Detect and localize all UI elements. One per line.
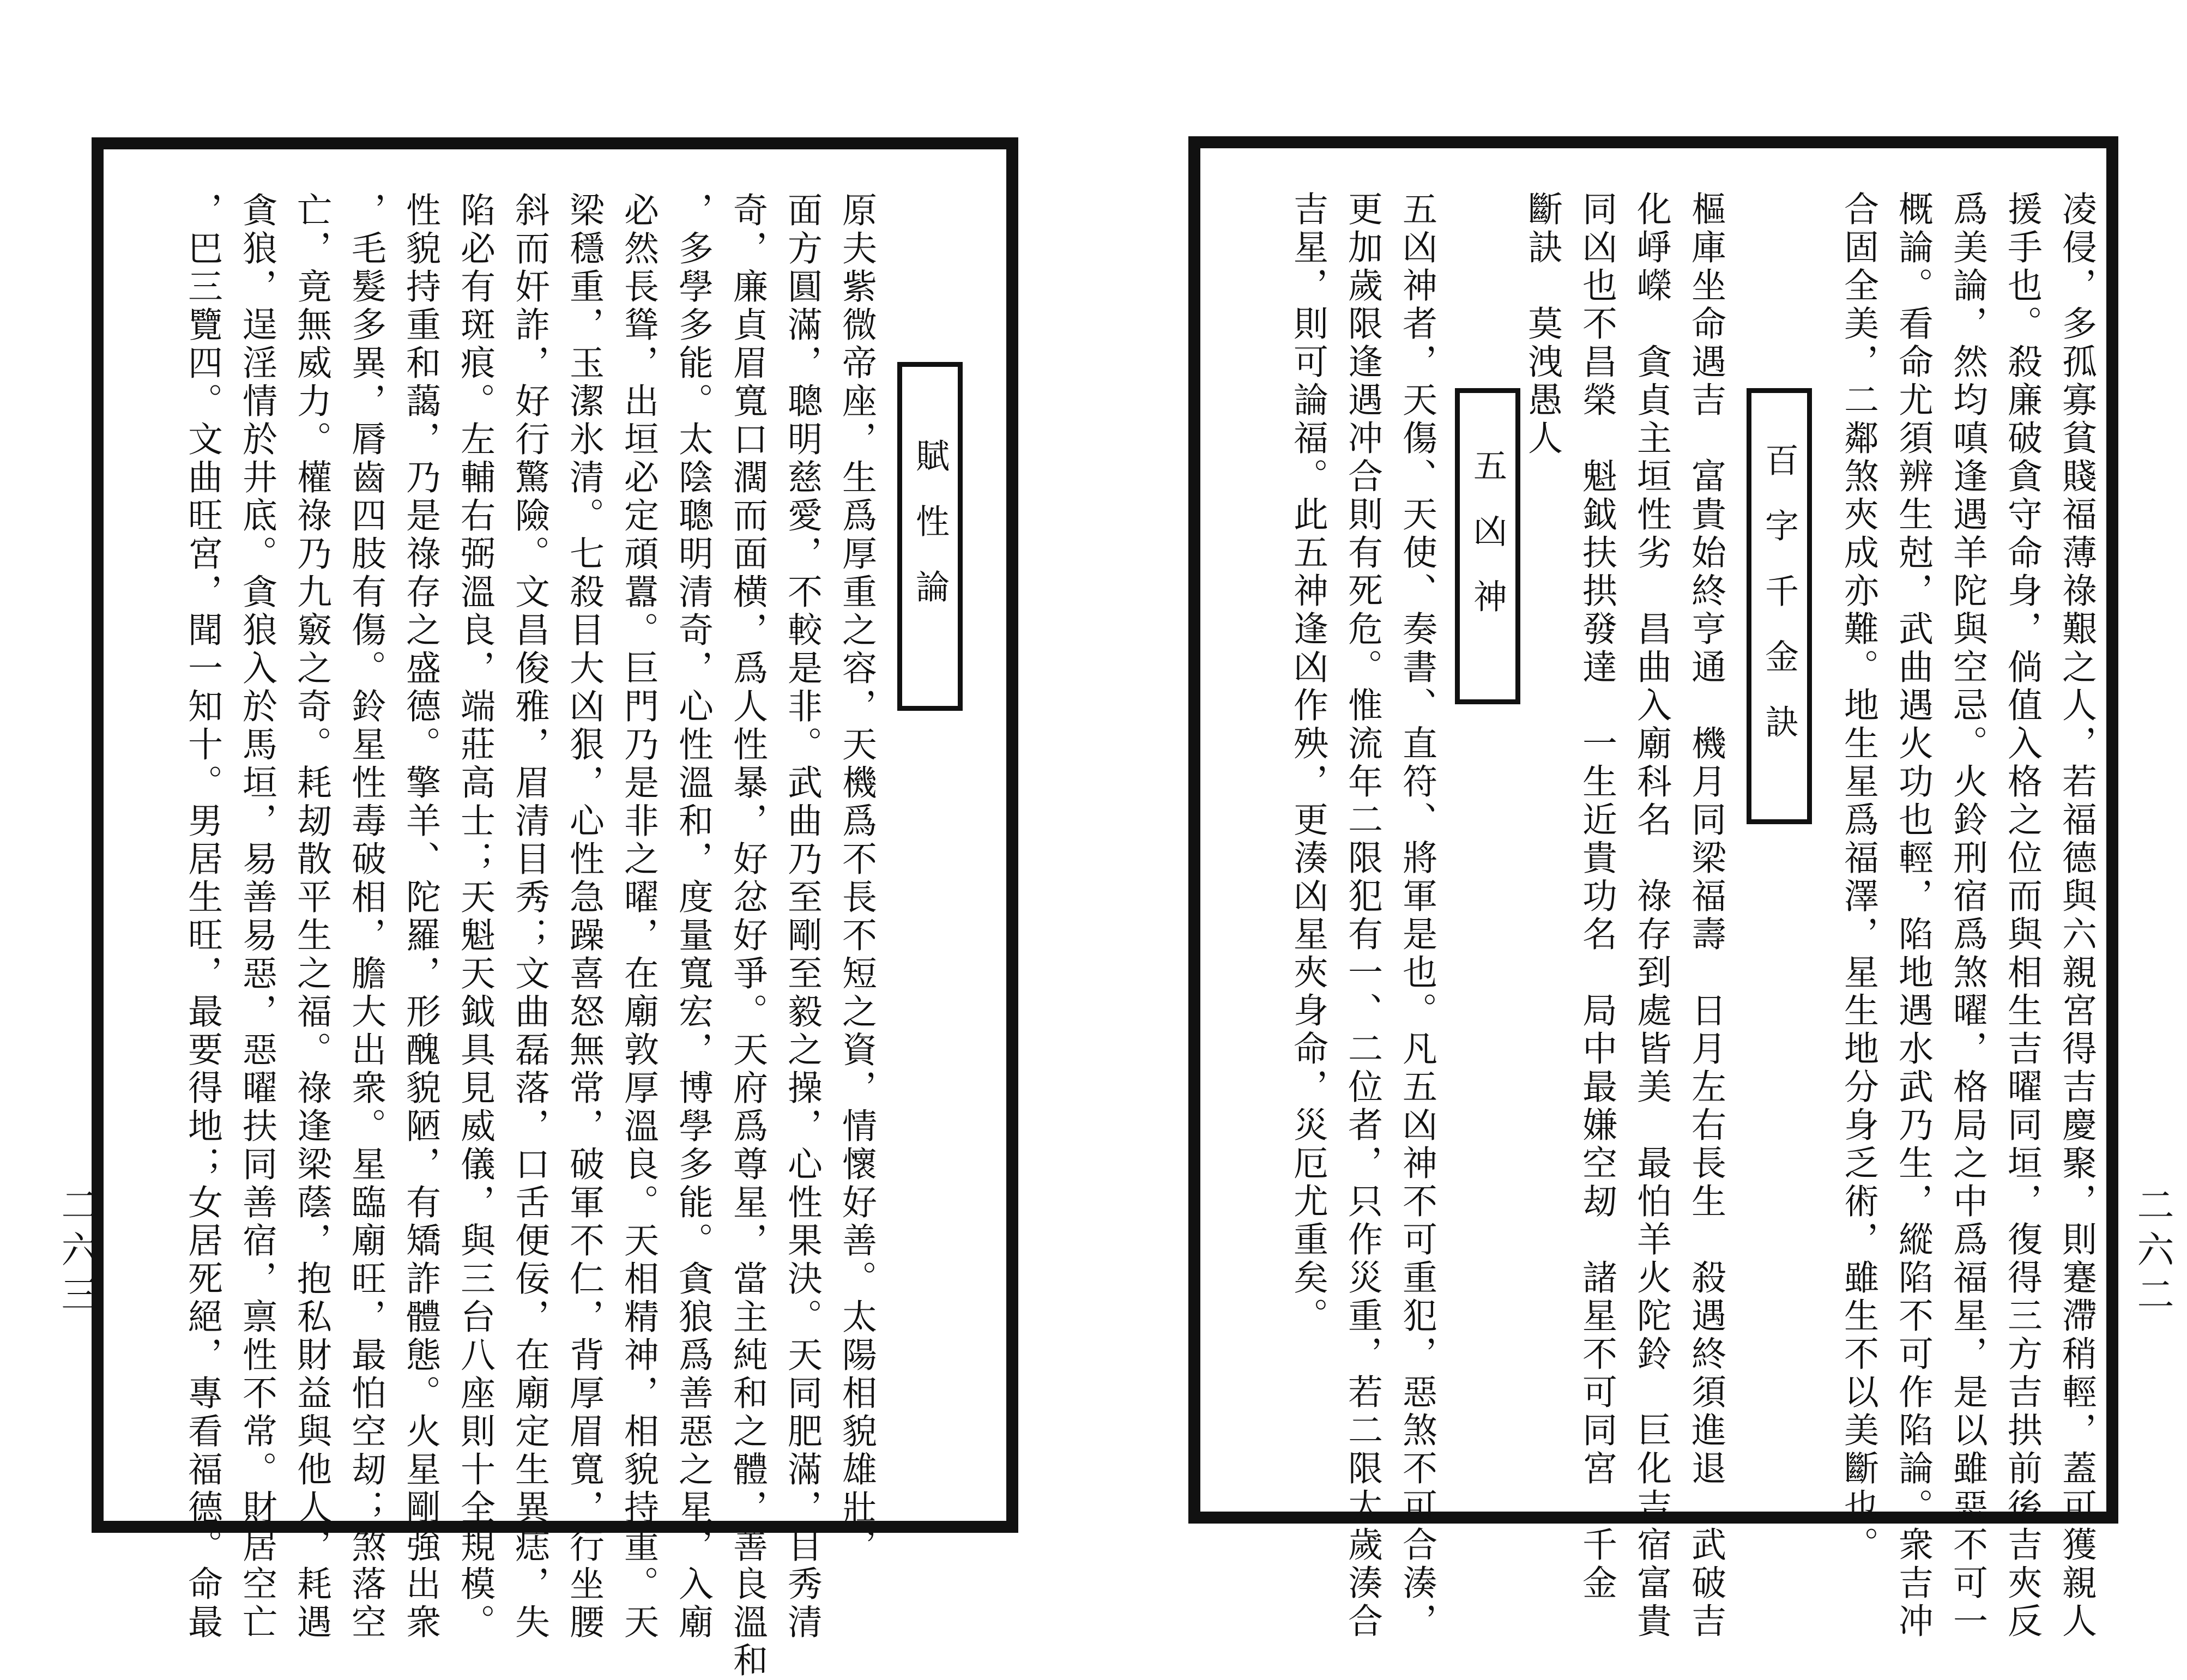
text-column: 援手也。殺廉破貪守命身，倘值入格之位而與相生吉曜同垣，復得三方吉拱前後吉夾反 [2002, 191, 2042, 1641]
text-column: 陷必有斑痕。左輔右弼溫良，端莊高士；天魁天鉞具見威儀，與三台八座則十全規模。 [455, 192, 495, 1642]
text-column: ，巴三覽四。文曲旺宮，聞一知十。男居生旺，最要得地；女居死絕，專看福德。命最 [182, 192, 222, 1642]
text-column: 爲美論，然均嗔逢遇羊陀與空忌。火鈴刑宿爲煞曜，格局之中爲福星，是以雖惡不可一 [1947, 191, 1987, 1641]
text-column: 合固全美，二鄰煞夾成亦難。地生星爲福澤，星生地分身乏術，雖生不以美斷也。 [1838, 191, 1878, 1564]
text-column: 凌侵，多孤寡貧賤福薄祿艱之人，若福德與六親宮得吉慶聚，則蹇滯稍輕，蓋可獲親人 [2056, 191, 2097, 1641]
text-column: 斜而奸詐，好行驚險。文昌俊雅，眉清目秀；文曲磊落，口舌便佞，在廟定生異痣，失 [509, 192, 549, 1642]
left-page [92, 137, 1018, 1680]
text-column: 原夫紫微帝座，生爲厚重之容，天機爲不長不短之資，情懷好善。太陽相貌雄壯， [836, 192, 877, 1566]
text-column: 亡，竟無威力。權祿乃九竅之奇。耗刼散平生之福。祿逢梁蔭，抱私財益與他人，耗遇 [291, 192, 331, 1642]
text-column: 奇，廉貞眉寬口濶而面横，爲人性暴，好忿好爭。天府爲尊星，當主純和之體，善良溫和 [727, 192, 768, 1680]
section-title-fu-xing-lun: 賦性論 [897, 362, 963, 711]
text-column: 概論。看命尤須辨生尅，武曲遇火功也輕，陷地遇水武乃生，縱陷不可作陷論。衆吉冲 [1893, 191, 1933, 1641]
text-column: ，毛髮多異，脣齒四肢有傷。鈴星性毒破相，膽大出衆。星臨廟旺，最怕空刼；煞落空 [346, 192, 386, 1642]
text-column: 必然長聳，出垣必定頑囂。巨門乃是非之曜，在廟敦厚溫良。天相精神，相貌持重。天 [618, 192, 658, 1642]
page-number-left: 二六三 [55, 1186, 98, 1320]
text-column: 五凶神者，天傷、天使、奏書、直符、將軍是也。凡五凶神不可重犯，惡煞不可合湊， [1397, 191, 1437, 1641]
page-number-right: 二六二 [2131, 1186, 2174, 1320]
text-column: 樞庫坐命遇吉 富貴始終亨通 機月同梁福壽 日月左右長生 殺遇終須進退 武破吉 [1685, 191, 1726, 1641]
text-column: 面方圓滿，聰明慈愛，不較是非。武曲乃至剛至毅之操，心性果決。天同肥滿，目秀清 [782, 192, 822, 1642]
section-title-bai-zi-qian-jin-jue: 百字千金訣 [1747, 388, 1812, 824]
text-column: 化崢嶸 貪貞主垣性劣 昌曲入廟科名 祿存到處皆美 最怕羊火陀鈴 巨化吉宿富貴 [1631, 191, 1671, 1641]
text-column: ，多學多能。太陰聰明清奇，心性溫和，度量寬宏，博學多能。貪狼爲善惡之星，入廟 [673, 192, 713, 1642]
right-page [1188, 136, 2118, 1641]
text-column: 更加歲限逢遇冲合則有死危。惟流年二限犯有一、二位者，只作災重，若二限太歲湊合 [1342, 191, 1382, 1641]
text-column: 同凶也不昌榮 魁鉞扶拱發達 一生近貴功名 局中最嫌空刼 諸星不可同宮 千金 [1576, 191, 1617, 1603]
text-column: 梁穩重，玉潔氷清。七殺目大凶狠，心性急躁喜怒無常，破軍不仁，背厚眉寬，行坐腰 [564, 192, 604, 1642]
text-column: 吉星，則可論福。此五神逢凶作殃，更湊凶星夾身命，災厄尤重矣。 [1288, 191, 1328, 1335]
text-column: 斷訣 莫洩愚人 [1522, 191, 1562, 458]
text-column: 貪狼，逞淫情於井底。貪狼入於馬垣，易善易惡，惡曜扶同善宿，禀性不常。財居空亡 [237, 192, 277, 1642]
text-column: 性貌持重和藹，乃是祿存之盛德。擎羊、陀羅，形醜貌陋，有矯詐體態。火星剛強出衆 [400, 192, 440, 1642]
section-title-wu-xiong-shen: 五凶神 [1455, 388, 1520, 704]
